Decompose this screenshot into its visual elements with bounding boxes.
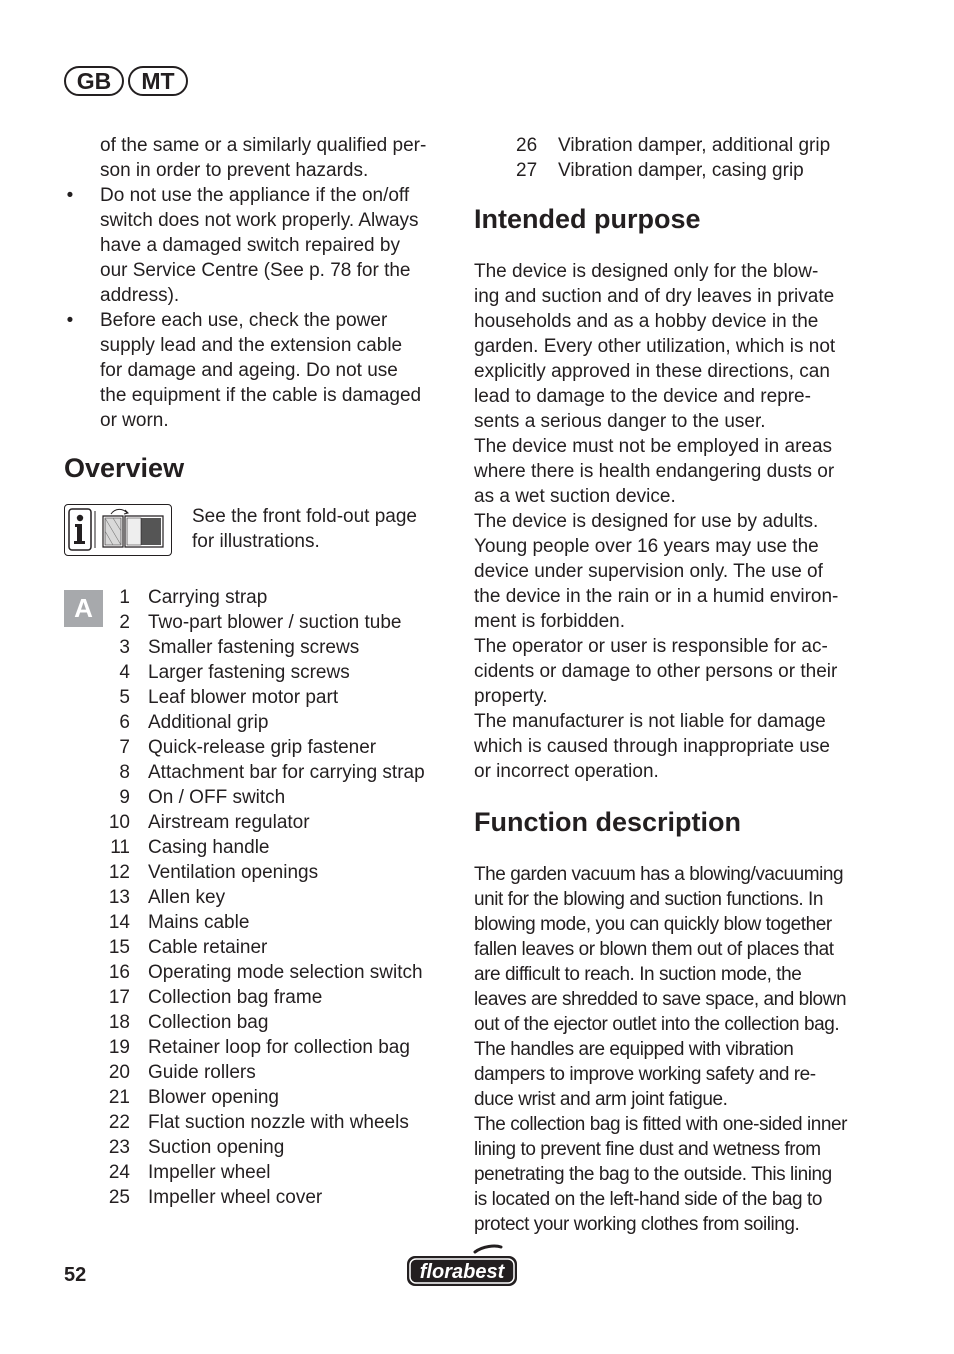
item-label: Ventilation openings (148, 862, 319, 883)
text-line: supply lead and the extension cable (100, 335, 403, 356)
text-line: lining to prevent fine dust and wetness from (474, 1139, 821, 1160)
left-column (64, 133, 450, 560)
item-label: Cable retainer (148, 937, 268, 958)
item-number: 12 (108, 862, 130, 883)
right-column (474, 133, 874, 1237)
text-line: or incorrect operation. (474, 761, 659, 782)
bullet-item (64, 183, 450, 308)
item-label: Attachment bar for carrying strap (148, 762, 425, 783)
intended-purpose-heading: Intended purpose (474, 204, 701, 234)
item-number: 3 (119, 637, 130, 658)
text-line: lead to damage to the device and repre- (474, 386, 811, 407)
item-label: Guide rollers (148, 1062, 256, 1083)
text-line: ing and suction and of dry leaves in private (474, 286, 835, 307)
item-label: Quick-release grip fastener (148, 737, 377, 758)
intended-purpose-text (474, 259, 874, 784)
item-label: On / OFF switch (148, 787, 286, 808)
text-line: dampers to improve working safety and re- (474, 1064, 816, 1085)
component-list-continued (474, 133, 874, 183)
item-number: 21 (108, 1087, 130, 1108)
item-number: 15 (108, 937, 130, 958)
text-line: cidents or damage to other persons or their (474, 661, 838, 682)
list-item (474, 133, 874, 158)
list-item (64, 760, 450, 785)
text-line: The device is designed only for the blow- (474, 261, 819, 282)
text-line: protect your working clothes from soiling. (474, 1214, 800, 1235)
item-label: Collection bag (148, 1012, 269, 1033)
text-line: The collection bag is fitted with one-sided inner (474, 1114, 847, 1135)
item-label: Blower opening (148, 1087, 279, 1108)
item-label: Larger fastening screws (148, 662, 350, 683)
item-label: Smaller fastening screws (148, 637, 360, 658)
list-item (64, 1185, 450, 1210)
text-line: switch does not work properly. Always (100, 210, 419, 231)
function-description-text (474, 862, 874, 1237)
text-line: duce wrist and arm joint fatigue. (474, 1089, 728, 1110)
item-number: 19 (108, 1037, 130, 1058)
item-label: Impeller wheel (148, 1162, 271, 1183)
item-number: 26 (516, 135, 538, 156)
bullet-item (64, 308, 450, 433)
info-book-icon (64, 504, 172, 556)
list-item (64, 1060, 450, 1085)
text-line: penetrating the bag to the outside. This lining (474, 1164, 832, 1185)
list-item (64, 1110, 450, 1135)
text-line: leaves are shredded to save space, and blown (474, 989, 847, 1010)
item-label: Leaf blower motor part (148, 687, 339, 708)
text-line: is located on the left-hand side of the bag to (474, 1189, 822, 1210)
list-item (64, 835, 450, 860)
item-label: Airstream regulator (148, 812, 310, 833)
text-line: The manufacturer is not liable for damage (474, 711, 826, 732)
list-item (64, 685, 450, 710)
text-line: are difficult to reach. In suction mode, the (474, 964, 802, 985)
language-badge-mt: MT (128, 66, 188, 96)
list-item (64, 785, 450, 810)
text-line: garden. Every other utilization, which is not (474, 336, 836, 357)
item-label: Suction opening (148, 1137, 285, 1158)
language-badge-gb: GB (64, 66, 124, 96)
item-number: 2 (119, 612, 130, 633)
item-label: Allen key (148, 887, 226, 908)
list-item (64, 585, 450, 610)
list-item (64, 960, 450, 985)
text-line: explicitly approved in these directions, can (474, 361, 830, 382)
text-line: which is caused through inappropriate use (474, 736, 830, 757)
text-line: or worn. (100, 410, 169, 431)
text-line: as a wet suction device. (474, 486, 676, 507)
overview-heading: Overview (64, 453, 185, 483)
item-number: 13 (108, 887, 130, 908)
text-line: The operator or user is responsible for ac- (474, 636, 828, 657)
item-label: Two-part blower / suction tube (148, 612, 402, 633)
list-item (64, 1135, 450, 1160)
text-line: device under supervision only. The use of (474, 561, 823, 582)
item-number: 23 (108, 1137, 130, 1158)
text-line: for illustrations. (192, 531, 320, 552)
item-number: 7 (119, 737, 130, 758)
text-line: fallen leaves or blown them out of places that (474, 939, 834, 960)
list-item (64, 985, 450, 1010)
item-number: 5 (119, 687, 130, 708)
text-line: where there is health endangering dusts or (474, 461, 835, 482)
text-line: The device is designed for use by adults. (474, 511, 819, 532)
item-number: 1 (119, 587, 130, 608)
item-number: 10 (108, 812, 130, 833)
text-line: Do not use the appliance if the on/off (100, 185, 410, 206)
text-line: the equipment if the cable is damaged (100, 385, 422, 406)
text-line: out of the ejector outlet into the collection bag. (474, 1014, 840, 1035)
item-label: Mains cable (148, 912, 250, 933)
list-item (64, 1085, 450, 1110)
list-item (64, 860, 450, 885)
item-label: Retainer loop for collection bag (148, 1037, 410, 1058)
item-number: 6 (119, 712, 130, 733)
item-number: 16 (108, 962, 130, 983)
text-line: address). (100, 285, 180, 306)
item-label: Vibration damper, casing grip (558, 160, 804, 181)
text-line: Young people over 16 years may use the (474, 536, 819, 557)
item-label: Carrying strap (148, 587, 268, 608)
item-number: 18 (108, 1012, 130, 1033)
brand-logo (405, 1244, 519, 1295)
item-number: 24 (108, 1162, 130, 1183)
item-label: Impeller wheel cover (148, 1187, 323, 1208)
item-label: Vibration damper, additional grip (558, 135, 831, 156)
list-item (64, 610, 450, 635)
component-list (64, 585, 450, 1210)
function-description-heading: Function description (474, 807, 741, 837)
text-line: have a damaged switch repaired by (100, 235, 400, 256)
item-number: 27 (516, 160, 538, 181)
list-item (64, 935, 450, 960)
text-line: sents a serious danger to the user. (474, 411, 766, 432)
list-item (64, 1160, 450, 1185)
text-line: See the front fold-out page (192, 506, 417, 527)
text-line: Before each use, check the power (100, 310, 388, 331)
text-line: son in order to prevent hazards. (100, 160, 369, 181)
item-number: 20 (108, 1062, 130, 1083)
list-item (64, 635, 450, 660)
list-item (64, 710, 450, 735)
list-item (64, 735, 450, 760)
list-item (474, 158, 874, 183)
item-number: 11 (110, 837, 130, 858)
text-line: property. (474, 686, 548, 707)
info-text (192, 504, 452, 554)
bullet-marker: • (66, 185, 74, 206)
list-item (64, 885, 450, 910)
item-label: Casing handle (148, 837, 270, 858)
text-line: of the same or a similarly qualified per- (100, 135, 427, 156)
list-item (64, 910, 450, 935)
item-number: 22 (108, 1112, 130, 1133)
list-item (64, 1035, 450, 1060)
item-number: 8 (119, 762, 130, 783)
page-number: 52 (64, 1264, 87, 1286)
item-number: 17 (108, 987, 130, 1008)
item-label: Flat suction nozzle with wheels (148, 1112, 409, 1133)
info-note (64, 504, 450, 560)
item-number: 25 (108, 1187, 130, 1208)
text-line: The handles are equipped with vibration (474, 1039, 794, 1060)
item-label: Additional grip (148, 712, 269, 733)
text-line: for damage and ageing. Do not use (100, 360, 398, 381)
list-item (64, 1010, 450, 1035)
item-label: Collection bag frame (148, 987, 323, 1008)
list-item (64, 810, 450, 835)
text-line: The garden vacuum has a blowing/vacuuming (474, 864, 844, 885)
text-line: blowing mode, you can quickly blow together (474, 914, 832, 935)
item-number: 9 (119, 787, 130, 808)
bullet-marker: • (66, 310, 74, 331)
text-line: the device in the rain or in a humid environ- (474, 586, 839, 607)
text-line: The device must not be employed in areas (474, 436, 833, 457)
brand-logo-text: florabest (419, 1261, 505, 1283)
text-line: our Service Centre (See p. 78 for the (100, 260, 411, 281)
continued-text (64, 133, 450, 183)
text-line: households and as a hobby device in the (474, 311, 819, 332)
item-number: 14 (108, 912, 130, 933)
list-item (64, 660, 450, 685)
figure-a-tag: A (64, 590, 103, 627)
item-number: 4 (119, 662, 130, 683)
text-line: ment is forbidden. (474, 611, 626, 632)
text-line: unit for the blowing and suction functions. In (474, 889, 823, 910)
item-label: Operating mode selection switch (148, 962, 423, 983)
